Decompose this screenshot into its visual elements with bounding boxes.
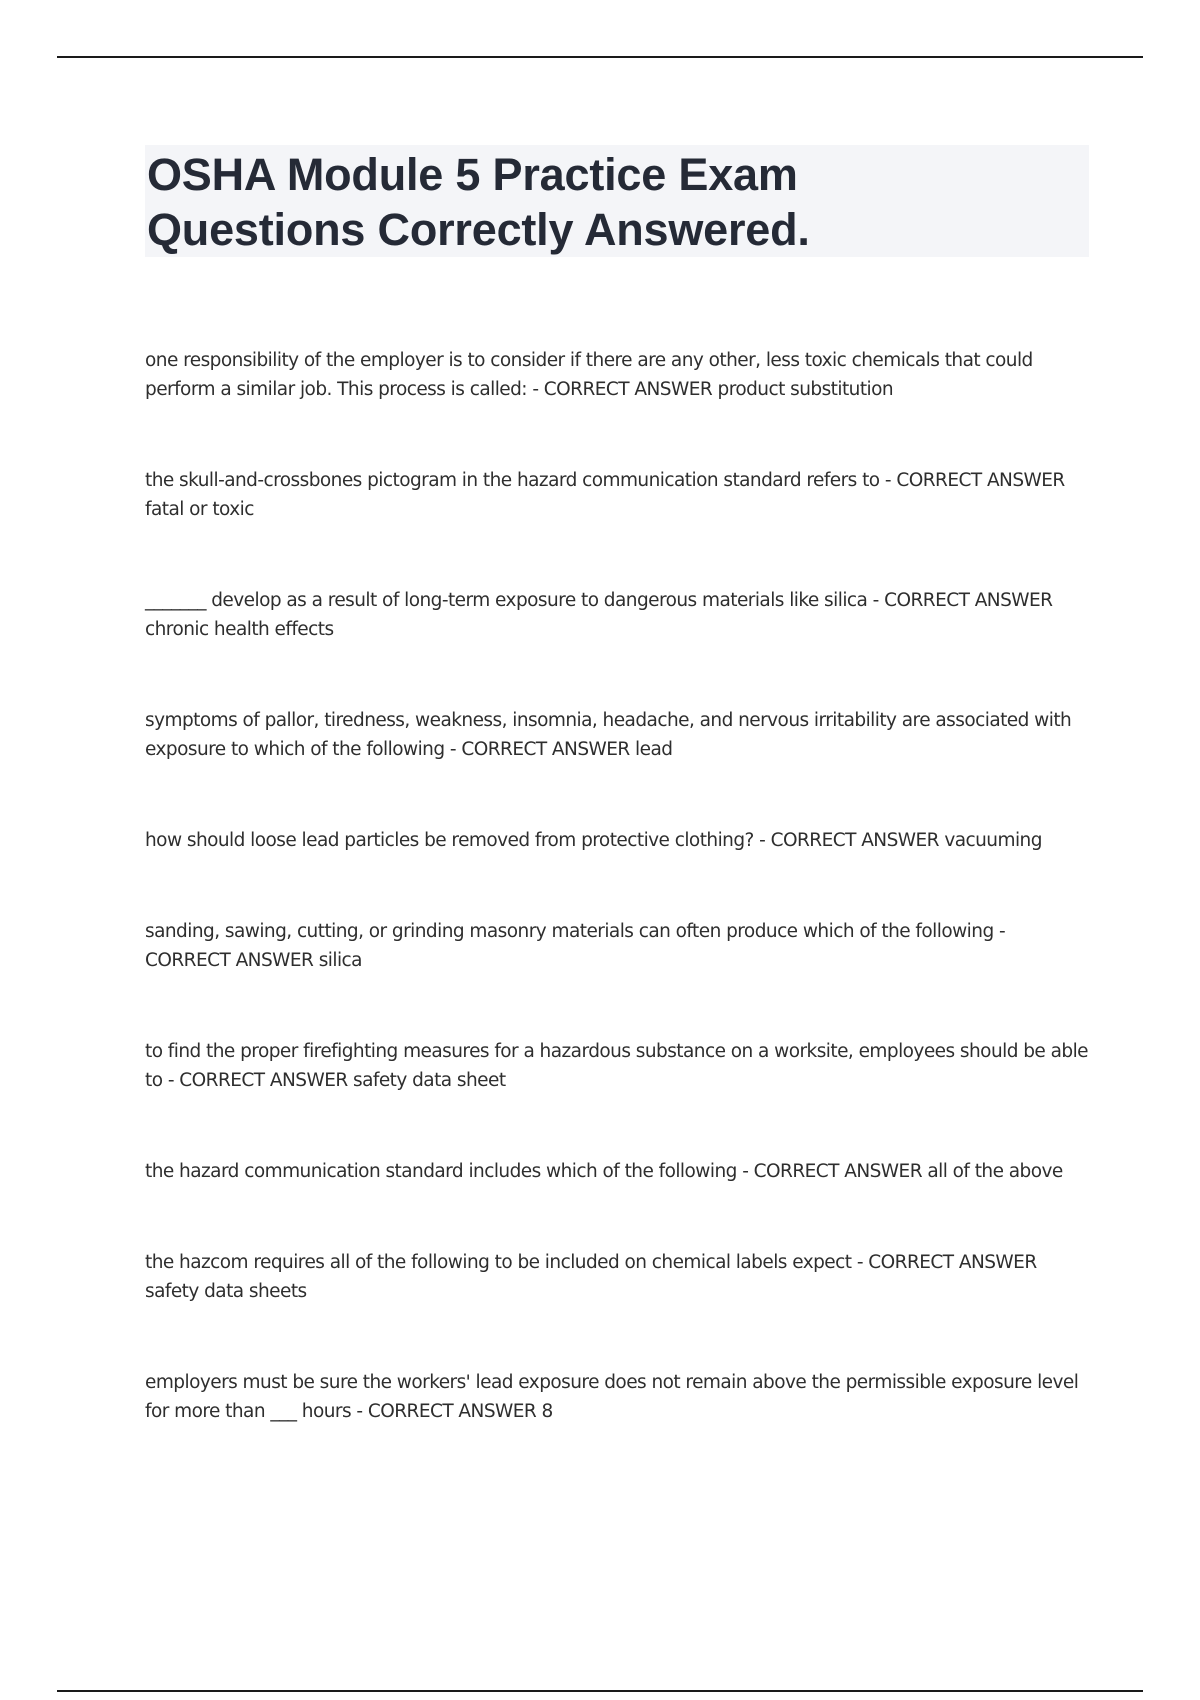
question-text: _______ develop as a result of long-term exposure to dangerous materials like silica — [145, 590, 868, 611]
document-title — [145, 145, 1089, 257]
answer-marker: - CORRECT ANSWER — [856, 1252, 1037, 1273]
answer-marker: - CORRECT ANSWER — [356, 1401, 537, 1422]
answer-text: product substitution — [717, 379, 894, 400]
footer-rule — [57, 1690, 1143, 1692]
header-rule — [57, 56, 1143, 58]
qa-item-8 — [145, 1157, 1090, 1186]
question-text: the skull-and-crossbones pictogram in the hazard communication standard refers to — [145, 470, 880, 491]
question-text: sanding, sawing, cutting, or grinding masonry materials can often produce which of the following — [145, 921, 994, 942]
answer-text: all of the above — [927, 1161, 1063, 1182]
qa-item-7 — [145, 1037, 1090, 1095]
answer-marker: - CORRECT ANSWER — [759, 830, 939, 851]
question-text: the hazcom requires all of the following to be included on chemical labels expect — [145, 1252, 852, 1273]
question-text: symptoms of pallor, tiredness, weakness, insomnia, headache, and nervous irritability are associated with exposure to which of the following — [145, 710, 1072, 760]
question-text: employers must be sure the workers' lead exposure does not remain above the permissible exposure level for more than ___ hours — [145, 1372, 1079, 1422]
answer-marker: - CORRECT ANSWER — [449, 739, 630, 760]
question-text: the hazard communication standard includes which of the following — [145, 1161, 737, 1182]
answer-marker: - CORRECT ANSWER — [884, 470, 1065, 491]
qa-item-9 — [145, 1248, 1090, 1306]
answer-text: lead — [635, 739, 673, 760]
qa-item-5 — [145, 826, 1090, 855]
question-text: how should loose lead particles be removed from protective clothing? — [145, 830, 754, 851]
qa-item-6 — [145, 917, 1090, 975]
answer-marker: - CORRECT ANSWER — [532, 379, 713, 400]
answer-text: vacuuming — [944, 830, 1042, 851]
answer-text: chronic health effects — [145, 619, 334, 640]
qa-item-10 — [145, 1368, 1090, 1426]
title-line-2: Questions Correctly Answered. — [147, 204, 810, 255]
qa-item-2 — [145, 466, 1090, 524]
question-list — [145, 346, 1090, 1488]
question-text: one responsibility of the employer is to consider if there are any other, less toxic chemicals that could perform a similar job. This process is called: — [145, 350, 1033, 400]
answer-text: safety data sheets — [145, 1281, 307, 1302]
answer-marker: - CORRECT ANSWER — [872, 590, 1053, 611]
title-line-1: OSHA Module 5 Practice Exam — [147, 149, 798, 200]
title-block — [145, 145, 1089, 257]
answer-text: safety data sheet — [352, 1070, 506, 1091]
qa-item-3 — [145, 586, 1090, 644]
answer-marker: - CORRECT ANSWER — [145, 921, 1006, 971]
answer-marker: - CORRECT ANSWER — [742, 1161, 922, 1182]
answer-text: 8 — [541, 1401, 553, 1422]
answer-text: silica — [318, 950, 362, 971]
answer-text: fatal or toxic — [145, 499, 254, 520]
question-text: to find the proper firefighting measures for a hazardous substance on a worksite, employees should be able to — [145, 1041, 1088, 1091]
qa-item-4 — [145, 706, 1090, 764]
answer-marker: - CORRECT ANSWER — [167, 1070, 348, 1091]
qa-item-1 — [145, 346, 1090, 404]
